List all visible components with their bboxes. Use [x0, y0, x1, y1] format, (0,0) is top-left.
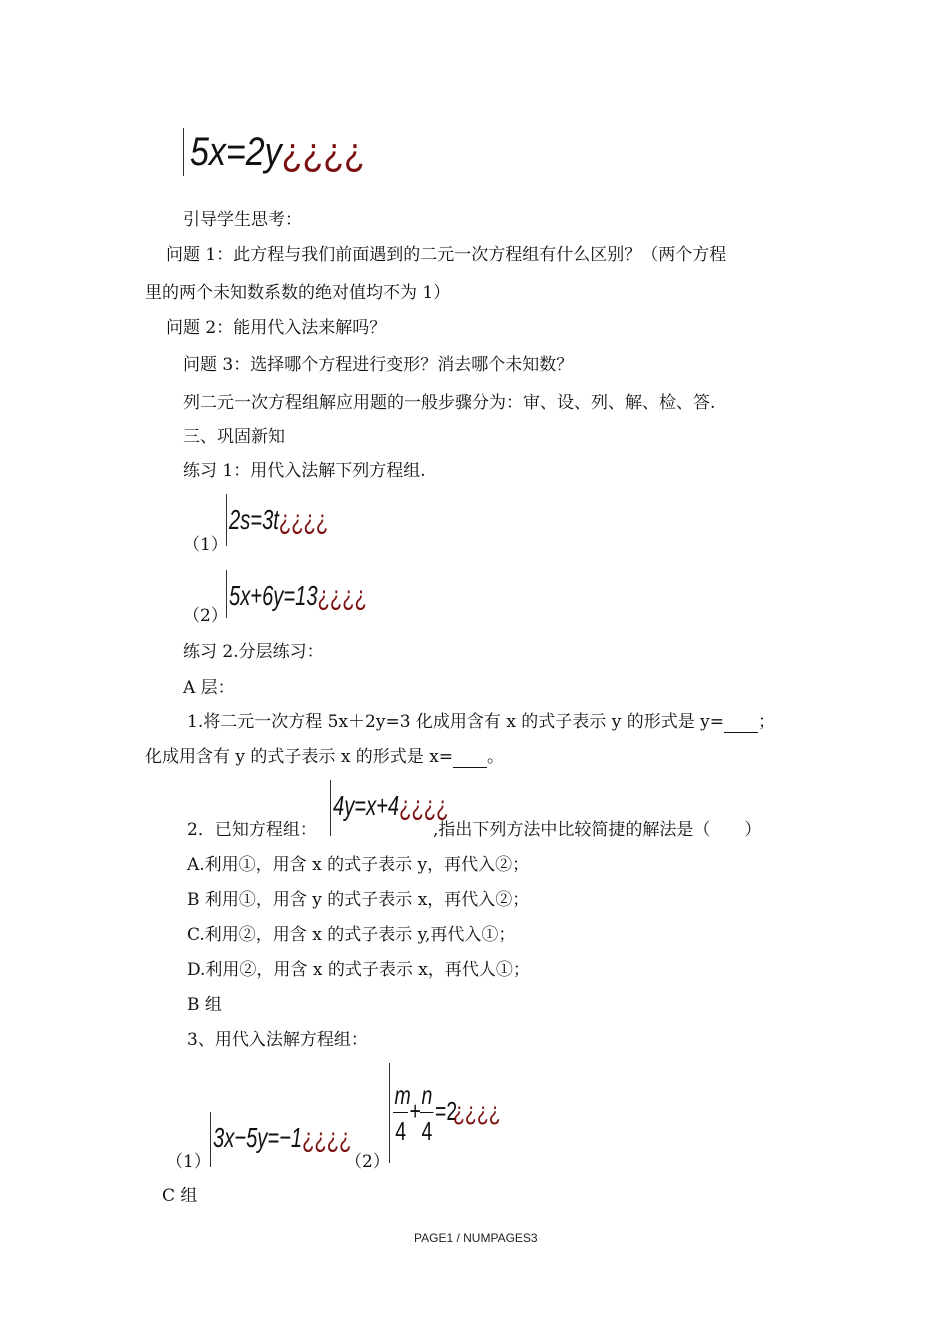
exercise-1-item-1-label: （1）: [183, 535, 228, 555]
equation-marks: ¿¿¿¿: [453, 1096, 501, 1126]
fraction-1-denominator: 4: [395, 1116, 407, 1146]
a1-line-1: [187, 712, 775, 733]
equation-main: 4y=x+4: [333, 790, 400, 821]
equation-ex1-1: [229, 502, 328, 538]
a1-line-2-text: 化成用含有 y 的式子表示 x 的形式是 x=: [145, 747, 454, 767]
question-1-line-1: 问题 1：此方程与我们前面遇到的二元一次方程组有什么区别？（两个方程: [166, 245, 727, 265]
layer-b-heading: B 组: [187, 995, 222, 1015]
a2-suffix: ,指出下列方法中比较简捷的解法是（ ）: [433, 820, 762, 840]
layer-a-heading: A 层：: [183, 678, 235, 698]
fraction-2-denominator: 4: [421, 1116, 433, 1146]
equation-marks: ¿¿¿¿: [399, 790, 449, 821]
a2-prefix: 2．已知方程组：: [187, 820, 317, 840]
general-steps: 列二元一次方程组解应用题的一般步骤分为：审、设、列、解、检、答.: [183, 393, 716, 413]
question-1-line-2: 里的两个未知数系数的绝对值均不为 1）: [145, 283, 451, 303]
question-2: 问题 2：能用代入法来解吗？: [166, 318, 387, 338]
equation-main: 5x=2y: [190, 130, 282, 174]
b3-item-1-label: （1）: [166, 1152, 211, 1172]
equation-brace: [210, 1112, 211, 1167]
fraction-1-bar: [393, 1112, 408, 1113]
a1-line-1-end: ；: [757, 712, 775, 732]
plus-sign: +: [409, 1096, 421, 1126]
equation-brace: [389, 1063, 390, 1163]
equation-a2: [333, 788, 448, 824]
equation-brace: [330, 780, 331, 836]
equation-main: 2s=3t: [229, 504, 279, 535]
fraction-2-numerator: n: [421, 1080, 433, 1110]
option-c: C.利用②，用含 x 的式子表示 y,再代入①；: [187, 925, 516, 945]
layer-c-heading: C 组: [162, 1186, 198, 1206]
fraction-2-bar: [420, 1112, 434, 1113]
a1-line-2-end: 。: [487, 747, 505, 767]
equation-marks: ¿¿¿¿: [302, 1122, 352, 1153]
guide-text: 引导学生思考：: [183, 210, 302, 230]
equation-marks: ¿¿¿¿: [317, 580, 367, 611]
equals-two: =2: [435, 1096, 458, 1126]
a1-line-2: [145, 747, 504, 768]
exercise-1-heading: 练习 1：用代入法解下列方程组.: [183, 461, 426, 481]
a1-line-1-text: 1.将二元一次方程 5x＋2y=3 化成用含有 x 的式子表示 y 的形式是 y=: [187, 712, 724, 732]
b3-item-2-label: （2）: [345, 1152, 390, 1172]
exercise-2-heading: 练习 2.分层练习：: [183, 642, 324, 662]
equation-marks: ¿¿¿¿: [278, 504, 329, 535]
equation-main: 5x+6y=13: [229, 580, 318, 611]
option-d: D.利用②，用含 x 的式子表示 x，再代人①；: [187, 960, 530, 980]
equation-b3-1: [213, 1120, 351, 1156]
equation-top: [190, 128, 365, 176]
section-heading: 三、巩固新知: [183, 427, 285, 447]
b3-heading: 3、用代入法解方程组：: [187, 1030, 368, 1050]
equation-b3-2: [393, 1080, 501, 1160]
equation-brace: [183, 128, 184, 176]
fraction-1-numerator: m: [394, 1080, 411, 1110]
question-3: 问题 3：选择哪个方程进行变形？消去哪个未知数？: [183, 355, 574, 375]
option-a: A.利用①，用含 x 的式子表示 y，再代入②；: [187, 855, 530, 875]
option-b: B 利用①，用含 y 的式子表示 x，再代入②；: [187, 890, 530, 910]
page-footer: PAGE1 / NUMPAGES3: [414, 1231, 538, 1245]
answer-blank: [724, 712, 758, 733]
answer-blank: [453, 747, 487, 768]
equation-main: 3x−5y=−1: [213, 1122, 303, 1153]
exercise-1-item-2-label: （2）: [183, 606, 228, 626]
equation-marks: ¿¿¿¿: [281, 130, 365, 174]
equation-ex1-2: [229, 578, 367, 614]
